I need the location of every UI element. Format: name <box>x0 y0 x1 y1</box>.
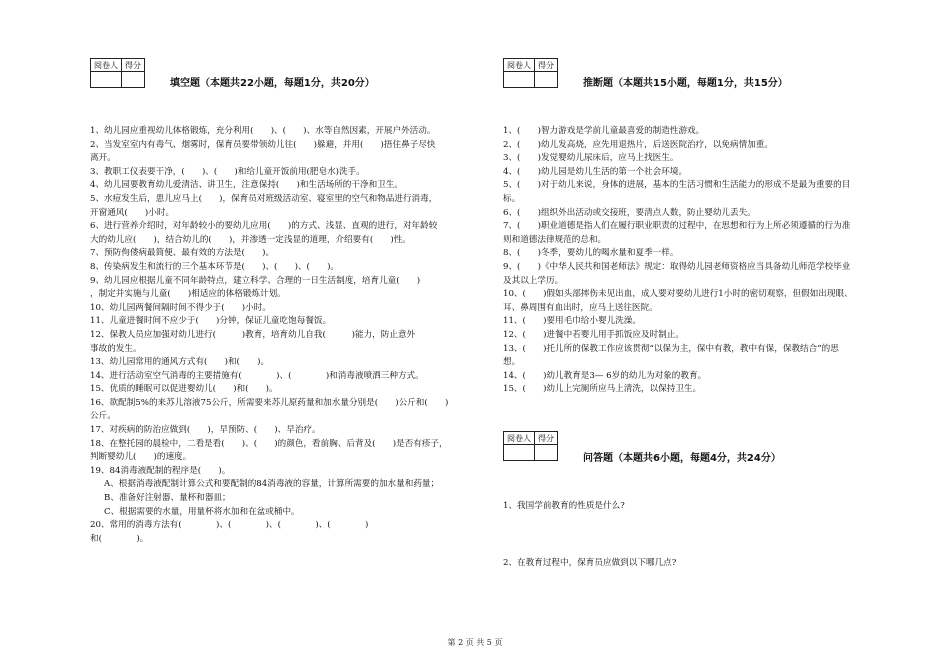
question-line: 17、对疾病的防治应做到( )，早预防、( )、早治疗。 <box>90 425 321 436</box>
question-line: 公斤。 <box>90 411 116 422</box>
question-line: 10、幼儿园两餐间隔时间不得少于( )小时。 <box>90 302 271 313</box>
qa-section-title: 问答题（本题共6小题，每题4分，共24分） <box>583 453 781 464</box>
question-line: 15、优质的睡眠可以促进婴幼儿( )和( )。 <box>90 384 278 395</box>
question-line: 7、( )职业道德是指人们在履行职业职责的过程中，在思想和行为上所必须遵循的行为准 <box>503 221 851 232</box>
question-line: 5、水痘发生后，患儿应马上( )，保育员对班级活动室、寝室里的空气和物品进行消毒， <box>90 193 438 204</box>
question-line: 6、进行营养介绍时，对年龄较小的要幼儿应用( )的方式、浅显、直观的进行，对年龄较 <box>90 221 438 232</box>
question-line: 1、幼儿园应重视幼儿体格锻炼，充分利用( )、( )、水等自然因素，开展户外活动。 <box>90 126 436 136</box>
question-line: 9、( )《中华人民共和国老师法》规定：取得幼儿园老师资格应当具备幼儿师范学校毕业 <box>503 261 851 272</box>
true-false-questions <box>503 125 911 397</box>
page-footer: 第 2 页 共 5 页 <box>447 638 503 647</box>
score-label: 得分 <box>122 59 145 72</box>
score-box <box>90 58 145 88</box>
question-line: 标。 <box>503 193 521 204</box>
score-cell[interactable] <box>535 445 558 461</box>
score-label: 得分 <box>535 59 558 72</box>
question-line: 13、( )托儿所的保教工作应该贯彻“以保为主，保中有教，教中有保，保教结合”的思 <box>503 343 839 354</box>
reviewer-label: 阅卷人 <box>504 59 535 72</box>
question-line: 1、( )智力游戏是学前儿童最喜爱的制造性游戏。 <box>503 126 705 136</box>
qa-question: 2、在教育过程中，保育员应做到以下哪几点? <box>503 558 677 568</box>
question-line: 19、84消毒液配制的程序是( )。 <box>90 465 231 476</box>
question-line: ，制定并实施与儿童( )相适应的体格锻炼计划。 <box>90 289 286 300</box>
question-line: 12、( )进餐中若婴儿用手抓饭应及时制止。 <box>503 329 684 340</box>
question-line: 9、幼儿园应根据儿童不同年龄特点，建立科学、合理的一日生活制度，培育儿童( ) <box>90 275 421 286</box>
question-line: 及其以上学历。 <box>503 275 564 286</box>
reviewer-cell[interactable] <box>504 445 535 461</box>
question-line: 14、进行活动室空气消毒的主要措施有( )、( )和消毒液喷洒三种方式。 <box>90 370 424 381</box>
question-line: 14、( )幼儿教育是3— 6岁的幼儿为对象的教育。 <box>503 370 707 381</box>
question-line: 大的幼儿应( )，结合幼儿的( )，并渗透一定浅显的道理，介绍要有( )性。 <box>90 234 411 245</box>
reviewer-label: 阅卷人 <box>504 432 535 445</box>
question-line: 4、( )幼儿园是幼儿生活的第一个社会环境。 <box>503 166 688 177</box>
question-line: 开窗通风( )小时。 <box>90 207 175 218</box>
score-cell[interactable] <box>122 72 145 88</box>
true-false-section-title: 推断题（本题共15小题，每题1分，共15分） <box>583 78 788 89</box>
question-line: 则和道德法律规范的总和。 <box>503 234 607 245</box>
qa-question: 1、我国学前教育的性质是什么? <box>503 501 625 511</box>
question-line: 想。 <box>503 357 521 368</box>
question-line: 18、在整托园的晨检中，二看是看( )、( )的颜色，看前胸、后背及( )是否有疹子， <box>90 438 448 449</box>
reviewer-label: 阅卷人 <box>91 59 122 72</box>
qa-question-1 <box>503 500 911 514</box>
question-line: 7、预防佝偻病最简便、最有效的方法是( )。 <box>90 248 275 259</box>
question-line: 3、( )发觉婴幼儿尿床后，应马上找医生。 <box>503 153 679 164</box>
question-line: 判断婴幼儿( )的速度。 <box>90 452 192 463</box>
question-line: 16、欲配制5%的来苏儿溶液75公斤，所需要来苏儿原药量和加水量分别是( )公斤和( ) <box>90 397 449 408</box>
question-line: 8、( )冬季，要幼儿的喝水量和夏季一样。 <box>503 248 679 259</box>
score-box <box>503 58 558 88</box>
score-box <box>503 431 558 461</box>
question-line: 耳、鼻周围有血出时，应马上送往医院。 <box>503 302 658 313</box>
question-line: 2、( )幼儿发高烧，应先用退热片，后送医院治疗，以免病情加重。 <box>503 139 773 150</box>
question-line: 11、( )要用毛巾给小婴儿洗澡。 <box>503 316 641 327</box>
question-line: 11、儿童进餐时间不应少于( )分钟，保证儿童吃饱每餐饭。 <box>90 316 332 327</box>
question-line: 和( )。 <box>90 533 149 544</box>
question-line: 事故的发生。 <box>90 343 142 354</box>
reviewer-cell[interactable] <box>91 72 122 88</box>
fill-blank-section-title: 填空题（本题共22小题，每题1分，共20分） <box>170 78 375 89</box>
question-line: 15、( )幼儿上完厕所应马上清洗，以保持卫生。 <box>503 384 702 395</box>
question-line: C、根据需要的水量，用量杯将水加和在盆或桶中。 <box>104 506 300 517</box>
question-line: 12、保教人员应加强对幼儿进行( )教育，培育幼儿自我( )能力，防止意外 <box>90 329 416 340</box>
qa-question-2 <box>503 557 911 571</box>
question-line: 5、( )对于幼儿来说，身体的进展，基本的生活习惯和生活能力的形成不是最为重要的目 <box>503 180 851 191</box>
question-line: A、根据消毒液配制计算公式和要配制的84消毒液的容量，计算所需要的加水量和药量； <box>104 479 440 490</box>
question-line: 4、幼儿园要教育幼儿爱清洁、讲卫生，注意保持( )和生活场所的干净和卫生。 <box>90 180 403 191</box>
question-line: 20、常用的消毒方法有( )、( )、( )、( ) <box>90 520 369 531</box>
question-line: 3、教职工仪表要干净，( )、( )和给儿童开饭前用(肥皂水)洗手。 <box>90 166 365 177</box>
question-line: 2、当发室室内有毒气、烟雾时，保育员要带领幼儿往( )躲避，并用( )捂住鼻子尽快 <box>90 139 436 150</box>
reviewer-cell[interactable] <box>504 72 535 88</box>
question-line: 6、( )组织外出活动或交接班，要清点人数，防止婴幼儿丢失。 <box>503 207 756 218</box>
question-line: 离开。 <box>90 153 116 164</box>
question-line: 8、传染病发生和流行的三个基本环节是( )、( )、( )。 <box>90 261 340 272</box>
question-line: B、准备好注射器、量杯和器皿； <box>104 493 231 504</box>
question-line: 13、幼儿园常用的通风方式有( )和( )。 <box>90 357 270 368</box>
score-cell[interactable] <box>535 72 558 88</box>
fill-blank-questions <box>90 125 486 546</box>
question-line: 10、( )假如头部摔伤未见出血，成人要对要幼儿进行1小时的密切观察，但假如出现眼、 <box>503 289 853 300</box>
score-label: 得分 <box>535 432 558 445</box>
